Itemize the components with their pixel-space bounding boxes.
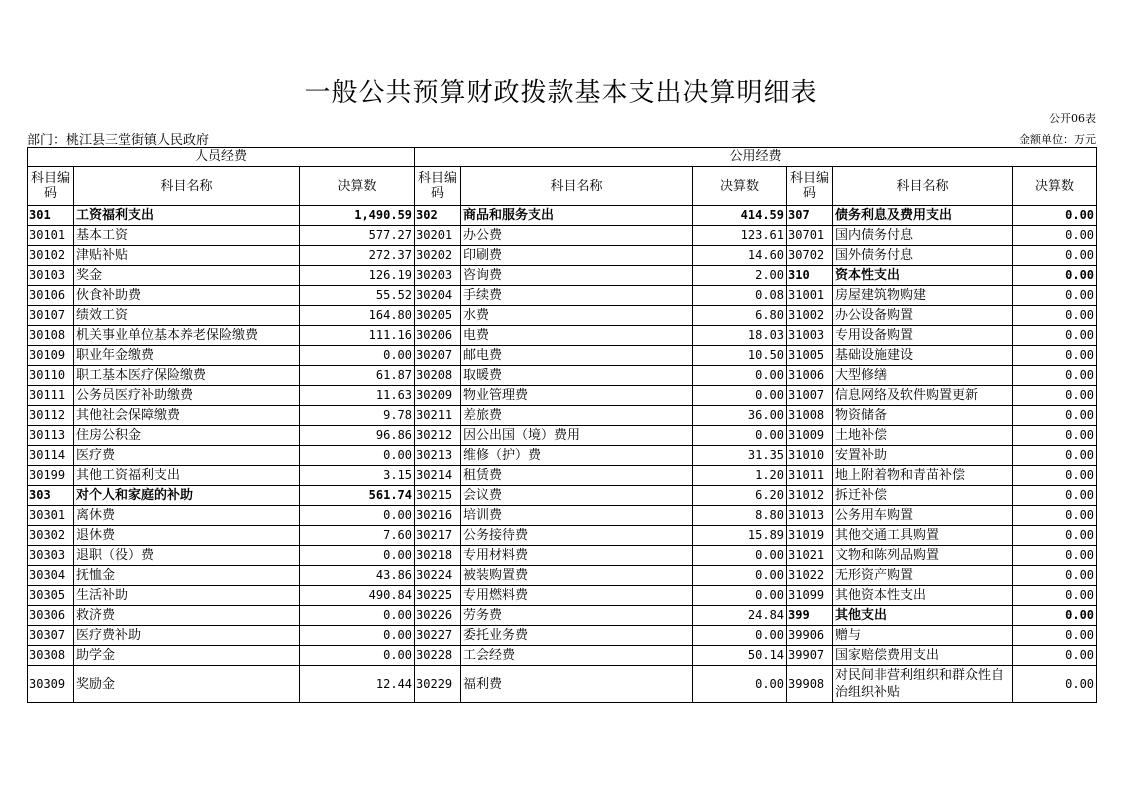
amount-cell: 0.00 [300,646,415,666]
account-code-cell: 302 [415,206,461,226]
amount-cell: 0.00 [693,386,787,406]
account-code-cell: 31001 [787,286,833,306]
amount-cell: 0.00 [1013,366,1097,386]
amount-cell: 0.00 [693,566,787,586]
account-name-cell: 奖励金 [74,666,300,703]
account-name-cell: 职业年金缴费 [74,346,300,366]
account-name-cell: 会议费 [461,486,693,506]
account-name-cell: 国家赔偿费用支出 [833,646,1013,666]
account-code-cell: 31019 [787,526,833,546]
account-name-cell: 医疗费 [74,446,300,466]
account-name-cell: 基本工资 [74,226,300,246]
amount-cell: 2.00 [693,266,787,286]
account-name-cell: 租赁费 [461,466,693,486]
account-code-cell: 30109 [28,346,74,366]
account-code-cell: 30306 [28,606,74,626]
account-code-cell: 30108 [28,326,74,346]
amount-cell: 0.00 [300,626,415,646]
account-name-cell: 助学金 [74,646,300,666]
account-name-cell: 办公设备购置 [833,306,1013,326]
account-code-cell: 30107 [28,306,74,326]
name-column-header: 科目名称 [74,167,300,206]
account-code-cell: 30303 [28,546,74,566]
account-name-cell: 无形资产购置 [833,566,1013,586]
account-name-cell: 公务用车购置 [833,506,1013,526]
account-name-cell: 差旅费 [461,406,693,426]
account-name-cell: 被装购置费 [461,566,693,586]
account-code-cell: 30226 [415,606,461,626]
amount-cell: 43.86 [300,566,415,586]
account-name-cell: 物业管理费 [461,386,693,406]
account-name-cell: 专用设备购置 [833,326,1013,346]
account-code-cell: 30206 [415,326,461,346]
account-code-cell: 30301 [28,506,74,526]
account-code-cell: 31011 [787,466,833,486]
amount-cell: 0.00 [693,626,787,646]
account-name-cell: 国外债务付息 [833,246,1013,266]
amount-cell: 0.00 [1013,486,1097,506]
account-name-cell: 基础设施建设 [833,346,1013,366]
account-code-cell: 30702 [787,246,833,266]
account-code-cell: 31021 [787,546,833,566]
table-row [28,386,1097,406]
account-name-cell: 维修（护）费 [461,446,693,466]
account-name-cell: 商品和服务支出 [461,206,693,226]
amount-cell: 164.80 [300,306,415,326]
account-code-cell: 30307 [28,626,74,646]
table-row [28,586,1097,606]
account-name-cell: 对个人和家庭的补助 [74,486,300,506]
table-row [28,206,1097,226]
account-code-cell: 30207 [415,346,461,366]
account-code-cell: 31003 [787,326,833,346]
account-name-cell: 债务利息及费用支出 [833,206,1013,226]
account-code-cell: 30111 [28,386,74,406]
table-row [28,566,1097,586]
account-name-cell: 专用燃料费 [461,586,693,606]
account-name-cell: 资本性支出 [833,266,1013,286]
account-code-cell: 31009 [787,426,833,446]
amount-cell: 1,490.59 [300,206,415,226]
account-name-cell: 福利费 [461,666,693,703]
amount-cell: 414.59 [693,206,787,226]
account-code-cell: 31007 [787,386,833,406]
amount-cell: 0.00 [1013,386,1097,406]
account-code-cell: 30308 [28,646,74,666]
account-name-cell: 安置补助 [833,446,1013,466]
account-name-cell: 劳务费 [461,606,693,626]
account-name-cell: 培训费 [461,506,693,526]
amount-cell: 7.60 [300,526,415,546]
table-row [28,266,1097,286]
form-number: 公开06表 [1049,112,1096,125]
account-code-cell: 31013 [787,506,833,526]
account-code-cell: 31022 [787,566,833,586]
department-label: 部门：桃江县三堂街镇人民政府 [27,133,210,148]
account-name-cell: 抚恤金 [74,566,300,586]
amount-cell: 0.00 [1013,566,1097,586]
account-code-cell: 30101 [28,226,74,246]
amount-cell: 0.00 [1013,666,1097,703]
account-name-cell: 手续费 [461,286,693,306]
table-row [28,426,1097,446]
amount-cell: 36.00 [693,406,787,426]
account-code-cell: 39907 [787,646,833,666]
table-row [28,606,1097,626]
table-row [28,486,1097,506]
amount-cell: 0.00 [1013,406,1097,426]
amount-cell: 50.14 [693,646,787,666]
account-code-cell: 30113 [28,426,74,446]
account-name-cell: 伙食补助费 [74,286,300,306]
account-code-cell: 30202 [415,246,461,266]
amount-cell: 0.00 [1013,306,1097,326]
account-code-cell: 39908 [787,666,833,703]
table-row [28,406,1097,426]
account-name-cell: 邮电费 [461,346,693,366]
amount-cell: 3.15 [300,466,415,486]
amount-cell: 0.00 [1013,546,1097,566]
amount-cell: 0.00 [1013,506,1097,526]
amount-cell: 0.00 [300,606,415,626]
account-name-cell: 因公出国（境）费用 [461,426,693,446]
account-code-cell: 31006 [787,366,833,386]
account-name-cell: 大型修缮 [833,366,1013,386]
account-code-cell: 31012 [787,486,833,506]
account-name-cell: 房屋建筑物购建 [833,286,1013,306]
table-row [28,226,1097,246]
amount-cell: 0.00 [693,426,787,446]
account-code-cell: 30106 [28,286,74,306]
account-name-cell: 退休费 [74,526,300,546]
table-row [28,666,1097,703]
account-name-cell: 离休费 [74,506,300,526]
amount-cell: 0.00 [693,366,787,386]
account-name-cell: 赠与 [833,626,1013,646]
public-expense-header: 公用经费 [415,148,1097,167]
account-code-cell: 307 [787,206,833,226]
account-code-cell: 30214 [415,466,461,486]
account-code-cell: 30211 [415,406,461,426]
account-name-cell: 国内债务付息 [833,226,1013,246]
amount-cell: 0.00 [300,446,415,466]
account-name-cell: 公务员医疗补助缴费 [74,386,300,406]
amount-cell: 9.78 [300,406,415,426]
account-code-cell: 31099 [787,586,833,606]
account-name-cell: 机关事业单位基本养老保险缴费 [74,326,300,346]
account-code-cell: 30102 [28,246,74,266]
table-row [28,346,1097,366]
account-name-cell: 公务接待费 [461,526,693,546]
account-code-cell: 399 [787,606,833,626]
table-row [28,246,1097,266]
amount-cell: 0.00 [1013,206,1097,226]
account-name-cell: 其他支出 [833,606,1013,626]
amount-cell: 0.00 [1013,646,1097,666]
account-name-cell: 办公费 [461,226,693,246]
amount-cell: 0.00 [1013,466,1097,486]
account-code-cell: 303 [28,486,74,506]
account-name-cell: 水费 [461,306,693,326]
account-name-cell: 土地补偿 [833,426,1013,446]
account-name-cell: 职工基本医疗保险缴费 [74,366,300,386]
account-code-cell: 30217 [415,526,461,546]
amount-cell: 0.00 [1013,526,1097,546]
amount-cell: 14.60 [693,246,787,266]
amount-cell: 10.50 [693,346,787,366]
account-name-cell: 住房公积金 [74,426,300,446]
account-code-cell: 31010 [787,446,833,466]
account-name-cell: 其他资本性支出 [833,586,1013,606]
account-code-cell: 30203 [415,266,461,286]
account-name-cell: 医疗费补助 [74,626,300,646]
amount-cell: 126.19 [300,266,415,286]
name-column-header: 科目名称 [461,167,693,206]
name-column-header: 科目名称 [833,167,1013,206]
table-row [28,366,1097,386]
account-name-cell: 文物和陈列品购置 [833,546,1013,566]
account-code-cell: 30112 [28,406,74,426]
amount-cell: 8.80 [693,506,787,526]
table-row [28,626,1097,646]
account-code-cell: 30209 [415,386,461,406]
account-name-cell: 绩效工资 [74,306,300,326]
account-name-cell: 奖金 [74,266,300,286]
amount-cell: 0.00 [1013,626,1097,646]
account-code-cell: 30205 [415,306,461,326]
account-code-cell: 30110 [28,366,74,386]
amount-cell: 18.03 [693,326,787,346]
table-row [28,286,1097,306]
account-name-cell: 津贴补贴 [74,246,300,266]
amount-cell: 55.52 [300,286,415,306]
account-code-cell: 30225 [415,586,461,606]
amount-cell: 490.84 [300,586,415,606]
account-name-cell: 其他工资福利支出 [74,466,300,486]
amount-cell: 0.00 [693,666,787,703]
amount-cell: 0.00 [693,586,787,606]
amount-cell: 0.00 [693,546,787,566]
account-name-cell: 印刷费 [461,246,693,266]
account-name-cell: 退职（役）费 [74,546,300,566]
amount-cell: 111.16 [300,326,415,346]
amount-cell: 6.80 [693,306,787,326]
account-code-cell: 30302 [28,526,74,546]
amount-column-header: 决算数 [693,167,787,206]
amount-cell: 11.63 [300,386,415,406]
account-code-cell: 301 [28,206,74,226]
amount-cell: 272.37 [300,246,415,266]
table-row [28,646,1097,666]
amount-column-header: 决算数 [1013,167,1097,206]
amount-cell: 96.86 [300,426,415,446]
table-row [28,506,1097,526]
account-name-cell: 其他交通工具购置 [833,526,1013,546]
amount-cell: 0.00 [300,506,415,526]
account-name-cell: 生活补助 [74,586,300,606]
amount-cell: 0.00 [1013,586,1097,606]
account-name-cell: 信息网络及软件购置更新 [833,386,1013,406]
account-code-cell: 30103 [28,266,74,286]
account-name-cell: 咨询费 [461,266,693,286]
account-name-cell: 电费 [461,326,693,346]
account-code-cell: 30216 [415,506,461,526]
account-code-cell: 30199 [28,466,74,486]
amount-cell: 1.20 [693,466,787,486]
account-name-cell: 其他社会保障缴费 [74,406,300,426]
table-row [28,326,1097,346]
account-name-cell: 对民间非营利组织和群众性自治组织补贴 [833,666,1013,703]
account-code-cell: 30229 [415,666,461,703]
account-code-cell: 31002 [787,306,833,326]
account-name-cell: 委托业务费 [461,626,693,646]
amount-cell: 0.00 [300,546,415,566]
amount-cell: 561.74 [300,486,415,506]
amount-cell: 61.87 [300,366,415,386]
amount-cell: 0.00 [1013,226,1097,246]
amount-column-header: 决算数 [300,167,415,206]
group-header-row [28,148,1097,167]
amount-cell: 31.35 [693,446,787,466]
code-column-header: 科目编码 [415,167,461,206]
unit-label: 金额单位：万元 [1019,133,1096,146]
code-column-header: 科目编码 [28,167,74,206]
account-code-cell: 310 [787,266,833,286]
account-code-cell: 30305 [28,586,74,606]
account-code-cell: 31008 [787,406,833,426]
account-name-cell: 拆迁补偿 [833,486,1013,506]
code-column-header: 科目编码 [787,167,833,206]
expenditure-table [27,147,1097,703]
table-row [28,526,1097,546]
page-title: 一般公共预算财政拨款基本支出决算明细表 [304,78,818,108]
account-code-cell: 30204 [415,286,461,306]
account-code-cell: 30201 [415,226,461,246]
account-name-cell: 专用材料费 [461,546,693,566]
table-row [28,546,1097,566]
account-code-cell: 30227 [415,626,461,646]
account-code-cell: 30215 [415,486,461,506]
account-code-cell: 30228 [415,646,461,666]
amount-cell: 0.00 [1013,246,1097,266]
account-code-cell: 30114 [28,446,74,466]
amount-cell: 6.20 [693,486,787,506]
account-name-cell: 工会经费 [461,646,693,666]
amount-cell: 15.89 [693,526,787,546]
table-row [28,446,1097,466]
amount-cell: 0.00 [1013,326,1097,346]
amount-cell: 0.00 [1013,446,1097,466]
account-name-cell: 物资储备 [833,406,1013,426]
account-code-cell: 30212 [415,426,461,446]
account-code-cell: 30213 [415,446,461,466]
amount-cell: 12.44 [300,666,415,703]
table-row [28,306,1097,326]
account-name-cell: 地上附着物和青苗补偿 [833,466,1013,486]
amount-cell: 0.00 [1013,346,1097,366]
account-name-cell: 取暖费 [461,366,693,386]
column-header-row [28,167,1097,206]
amount-cell: 0.08 [693,286,787,306]
account-code-cell: 30309 [28,666,74,703]
account-code-cell: 30208 [415,366,461,386]
account-code-cell: 30218 [415,546,461,566]
amount-cell: 0.00 [1013,426,1097,446]
amount-cell: 0.00 [1013,286,1097,306]
account-code-cell: 30224 [415,566,461,586]
amount-cell: 0.00 [1013,266,1097,286]
account-code-cell: 31005 [787,346,833,366]
account-name-cell: 工资福利支出 [74,206,300,226]
account-code-cell: 30304 [28,566,74,586]
amount-cell: 123.61 [693,226,787,246]
personnel-expense-header: 人员经费 [28,148,415,167]
amount-cell: 0.00 [1013,606,1097,626]
amount-cell: 577.27 [300,226,415,246]
amount-cell: 0.00 [300,346,415,366]
table-row [28,466,1097,486]
amount-cell: 24.84 [693,606,787,626]
account-name-cell: 救济费 [74,606,300,626]
account-code-cell: 30701 [787,226,833,246]
account-code-cell: 39906 [787,626,833,646]
